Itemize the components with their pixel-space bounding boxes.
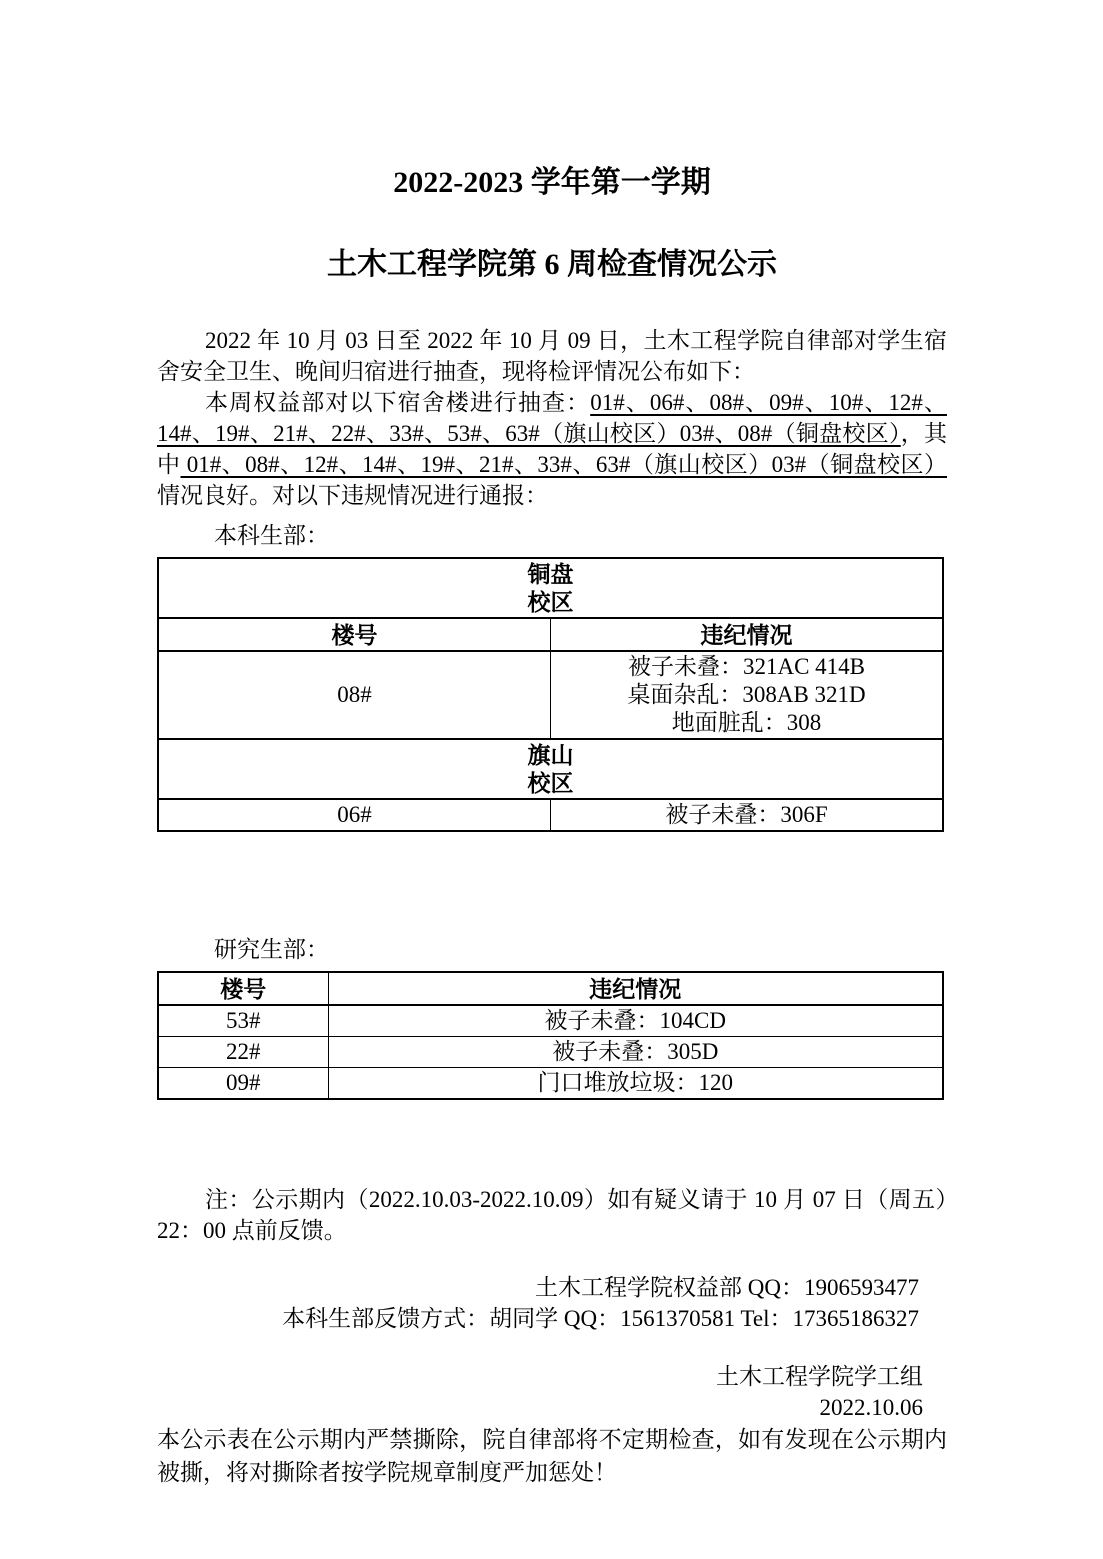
violation-cell: 门口堆放垃圾：120 xyxy=(328,1068,943,1100)
violation-cell: 被子未叠：104CD xyxy=(328,1005,943,1037)
violation-line: 地面脏乱：308 xyxy=(671,710,822,735)
undergrad-table-header-row xyxy=(158,618,943,651)
campus-row-qishan xyxy=(158,739,943,799)
violation-cell xyxy=(551,651,944,739)
campus-name-line: 旗山 xyxy=(527,742,574,768)
building-number-cell: 53# xyxy=(158,1005,328,1037)
campus-cell-tongpan xyxy=(158,558,943,618)
building-number-cell: 22# xyxy=(158,1037,328,1068)
grad-section-label: 研究生部： xyxy=(214,937,329,962)
column-header-violation: 违纪情况 xyxy=(551,618,944,651)
campus-name-line: 铜盘 xyxy=(527,561,574,587)
table-row-building-08 xyxy=(158,651,943,739)
column-header-building: 楼号 xyxy=(158,972,328,1005)
undergrad-section-label: 本科生部： xyxy=(214,523,329,548)
table-row-building-53 xyxy=(158,1005,943,1037)
signature-date: 2022.10.06 xyxy=(819,1395,923,1420)
campus-name-line: 校区 xyxy=(527,770,574,796)
inspection-paragraph xyxy=(157,387,947,511)
violation-line: 被子未叠：306F xyxy=(665,802,828,827)
dept-contact-line: 土木工程学院权益部 QQ：1906593477 xyxy=(535,1275,919,1300)
undergrad-violations-table xyxy=(157,557,944,832)
good-buildings-underlined: 01#、08#、12#、14#、19#、21#、33#、63#（旗山校区）03#（铜盘校区） xyxy=(180,452,948,477)
column-header-building: 楼号 xyxy=(158,618,551,651)
checked-buildings-underlined: 01#、06#、08#、09#、10#、12#、14#、19#、21#、22#、33#、53#、63#（旗山校区）03#、08#（铜盘校区） xyxy=(157,390,948,446)
inspection-connector: ，其中 xyxy=(157,421,948,477)
violation-line: 桌面杂乱：308AB 321D xyxy=(627,682,866,707)
violation-cell: 被子未叠：305D xyxy=(328,1037,943,1068)
table-row-building-22 xyxy=(158,1037,943,1068)
table-row-building-06 xyxy=(158,799,943,831)
anti-tear-warning-paragraph: 本公示表在公示期内严禁撕除，院自律部将不定期检查，如有发现在公示期内被撕，将对撕除者按学院规章制度严加惩处！ xyxy=(157,1427,947,1485)
undergrad-contact-line: 本科生部反馈方式：胡同学 QQ：1561370581 Tel：17365186327 xyxy=(282,1306,919,1331)
intro-paragraph: 2022 年 10 月 03 日至 2022 年 10 月 09 日，土木工程学院自律部对学生宿舍安全卫生、晚间归宿进行抽查，现将检评情况公布如下： xyxy=(157,328,947,384)
violation-cell xyxy=(551,799,944,831)
grad-violations-table xyxy=(157,971,944,1100)
campus-row-tongpan xyxy=(158,558,943,618)
building-number-cell: 06# xyxy=(158,799,551,831)
campus-cell-qishan xyxy=(158,739,943,799)
inspection-prefix: 本周权益部对以下宿舍楼进行抽查： xyxy=(205,390,591,415)
building-number-cell: 08# xyxy=(158,651,551,739)
page-title-semester: 2022-2023 学年第一学期 xyxy=(393,166,711,199)
signature-group-name: 土木工程学院学工组 xyxy=(716,1364,923,1389)
grad-table-header-row xyxy=(158,972,943,1005)
feedback-note-paragraph: 注：公示期内（2022.10.03-2022.10.09）如有疑义请于 10 月 07 日（周五）22：00 点前反馈。 xyxy=(157,1187,947,1243)
column-header-violation: 违纪情况 xyxy=(328,972,943,1005)
building-number-cell: 09# xyxy=(158,1068,328,1100)
violation-line: 被子未叠：321AC 414B xyxy=(627,654,866,679)
inspection-suffix: 情况良好。对以下违规情况进行通报： xyxy=(157,483,548,508)
page-title-notice: 土木工程学院第 6 周检查情况公示 xyxy=(327,248,777,281)
campus-name-line: 校区 xyxy=(527,589,574,615)
table-row-building-09 xyxy=(158,1068,943,1100)
